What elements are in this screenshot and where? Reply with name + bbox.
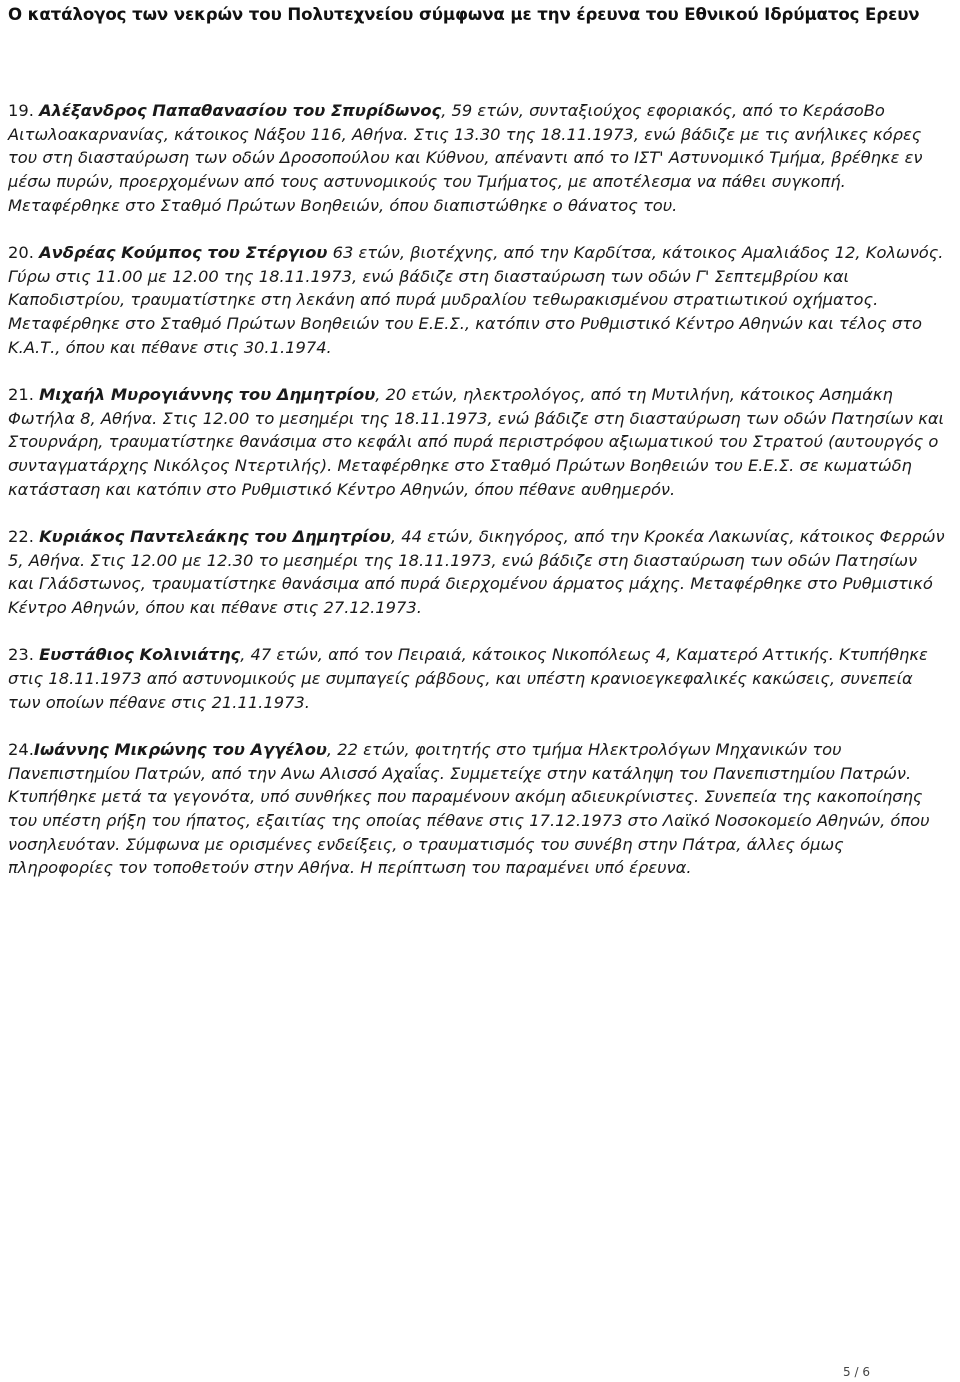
entry-22 [8,525,948,620]
victim-name: Ιωάννης Μικρώνης του Αγγέλου [33,739,327,759]
entry-number: 22. [8,527,40,547]
entry-20 [8,241,948,360]
entry-text: 63 ετών, βιοτέχνης, από την Καρδίτσα, κάτοικος Αμαλιάδος 12, Κολωνός. Γύρω στις 11.00 με 12.00 της 18.11.1973, ενώ βάδιζε στη διασταύρωση των οδών Γ' Σεπτεμβρίου και Καποδιστρίου, τραυματίστηκε στη λεκάνη από πυρά μυδραλίου τεθωρακισμένου στρατιωτικού οχήματος. Μεταφέρθηκε στο Σταθμό Πρώτων Βοηθειών του Ε.Ε.Σ., κατόπιν στο Ρυθμιστικό Κέντρο Αθηνών και τέλος στο Κ.Α.Τ., όπου και πέθανε στις 30.1.1974. [8,243,944,357]
entry-text: , 20 ετών, ηλεκτρολόγος, από τη Μυτιλήνη, κάτοικος Ασημάκη Φωτήλα 8, Αθήνα. Στις 12.00 το μεσημέρι της 18.11.1973, ενώ βάδιζε στη διασταύρωση των οδών Πατησίων και Στουρνάρη, τραυματίστηκε θανάσιμα στο κεφάλι από πυρά περιστρόφου αξιωματικού του Στρατού (αυτουργός ο συνταγματάρχης Νικόλςος Ντερτιλής). Μεταφέρθηκε στο Σταθμό Πρώτων Βοηθειών του Ε.Ε.Σ. σε κωματώδη κατάσταση και κατόπιν στο Ρυθμιστικό Κέντρο Αθηνών, όπου πέθανε αυθημερόν. [8,385,945,499]
document-body [8,99,948,904]
page-number: 5 / 6 [843,1365,870,1379]
entry-text: , 22 ετών, φοιτητής στο τμήμα Ηλεκτρολόγων Μηχανικών του Πανεπιστημίου Πατρών, από την Ανω Αλισσό Αχαΐας. Συμμετείχε στην κατάληψη του Πανεπιστημίου Πατρών. Κτυπήθηκε μετά τα γεγονότα, υπό συνθήκες που παραμένουν ακόμη αδιευκρίνιστες. Συνεπεία της κακοποίησης του υπέστη ρήξη του ήπατος, εξαιτίας της οποίας πέθανε στις 17.12.1973 στο Λαϊκό Νοσοκομείο Αθηνών, όπου νοσηλευόταν. Σύμφωνα με ορισμένες ενδείξεις, ο τραυματισμός του συνέβη στην Πάτρα, άλλες όμως πληροφορίες τον τοποθετούν στην Αθήνα. Η περίπτωση του παραμένει υπό έρευνα. [8,739,930,878]
entry-24 [8,738,948,880]
victim-name: Ανδρέας Κούμπος του Στέργιου [39,243,328,263]
entry-number: 23. [8,645,40,665]
entry-number: 20. [8,243,40,263]
entry-number: 24. [8,739,34,759]
entry-number: 21. [8,385,40,405]
entry-text: , 59 ετών, συνταξιούχος εφοριακός, από το ΚεράσοBo Αιτωλοακαρνανίας, κάτοικος Νάξου 116, Αθήνα. Στις 13.30 της 18.11.1973, ενώ βάδιζε με τις ανήλικες κόρες του στη διασταύρωση των οδών Δροσοπούλου και Κύθνου, απέναντι από το ΙΣΤ' Αστυνομικό Τμήμα, βρέθηκε εν μέσω πυρών, προερχομένων από τους αστυνομικούς του Τμήματος, με αποτέλεσμα να πάθει συγκοπή. Μεταφέρθηκε στο Σταθμό Πρώτων Βοηθειών, όπου διαπιστώθηκε ο θάνατος του. [8,101,923,215]
victim-name: Ευστάθιος Κολινιάτης [39,645,241,665]
victim-name: Κυριάκος Παντελεάκης του Δημητρίου [39,527,391,547]
entry-number: 19. [8,101,40,120]
entry-text: , 44 ετών, δικηγόρος, από την Κροκέα Λακωνίας, κάτοικος Φερρών 5, Αθήνα. Στις 12.00 με 12.30 το μεσημέρι της 18.11.1973, ενώ βάδιζε στη διασταύρωση των οδών Πατησίων και Γλάδστωνος, τραυματίστηκε θανάσιμα από πυρά διερχομένου άρματος μάχης. Μεταφέρθηκε στο Ρυθμιστικό Κέντρο Αθηνών, όπου και πέθανε στις 27.12.1973. [8,527,945,618]
victim-name: Μιχαήλ Μυρογιάννης του Δημητρίου [39,385,376,405]
entry-21 [8,383,948,502]
page-title: Ο κατάλογος των νεκρών του Πολυτεχνείου σύμφωνα με την έρευνα του Εθνικού Ιδρύματος Ερευν [8,5,920,24]
entry-text: , 47 ετών, από τον Πειραιά, κάτοικος Νικοπόλεως 4, Καματερό Αττικής. Κτυπήθηκε στις 18.11.1973 από αστυνομικούς με συμπαγείς ράβδους, και υπέστη κρανιοεγκεφαλικές κακώσεις, συνεπεία των οποίων πέθανε στις 21.11.1973. [8,645,928,712]
entry-23 [8,643,948,714]
victim-name: Αλέξανδρος Παπαθανασίου του Σπυρίδωνος [39,101,442,120]
entry-19 [8,99,948,218]
